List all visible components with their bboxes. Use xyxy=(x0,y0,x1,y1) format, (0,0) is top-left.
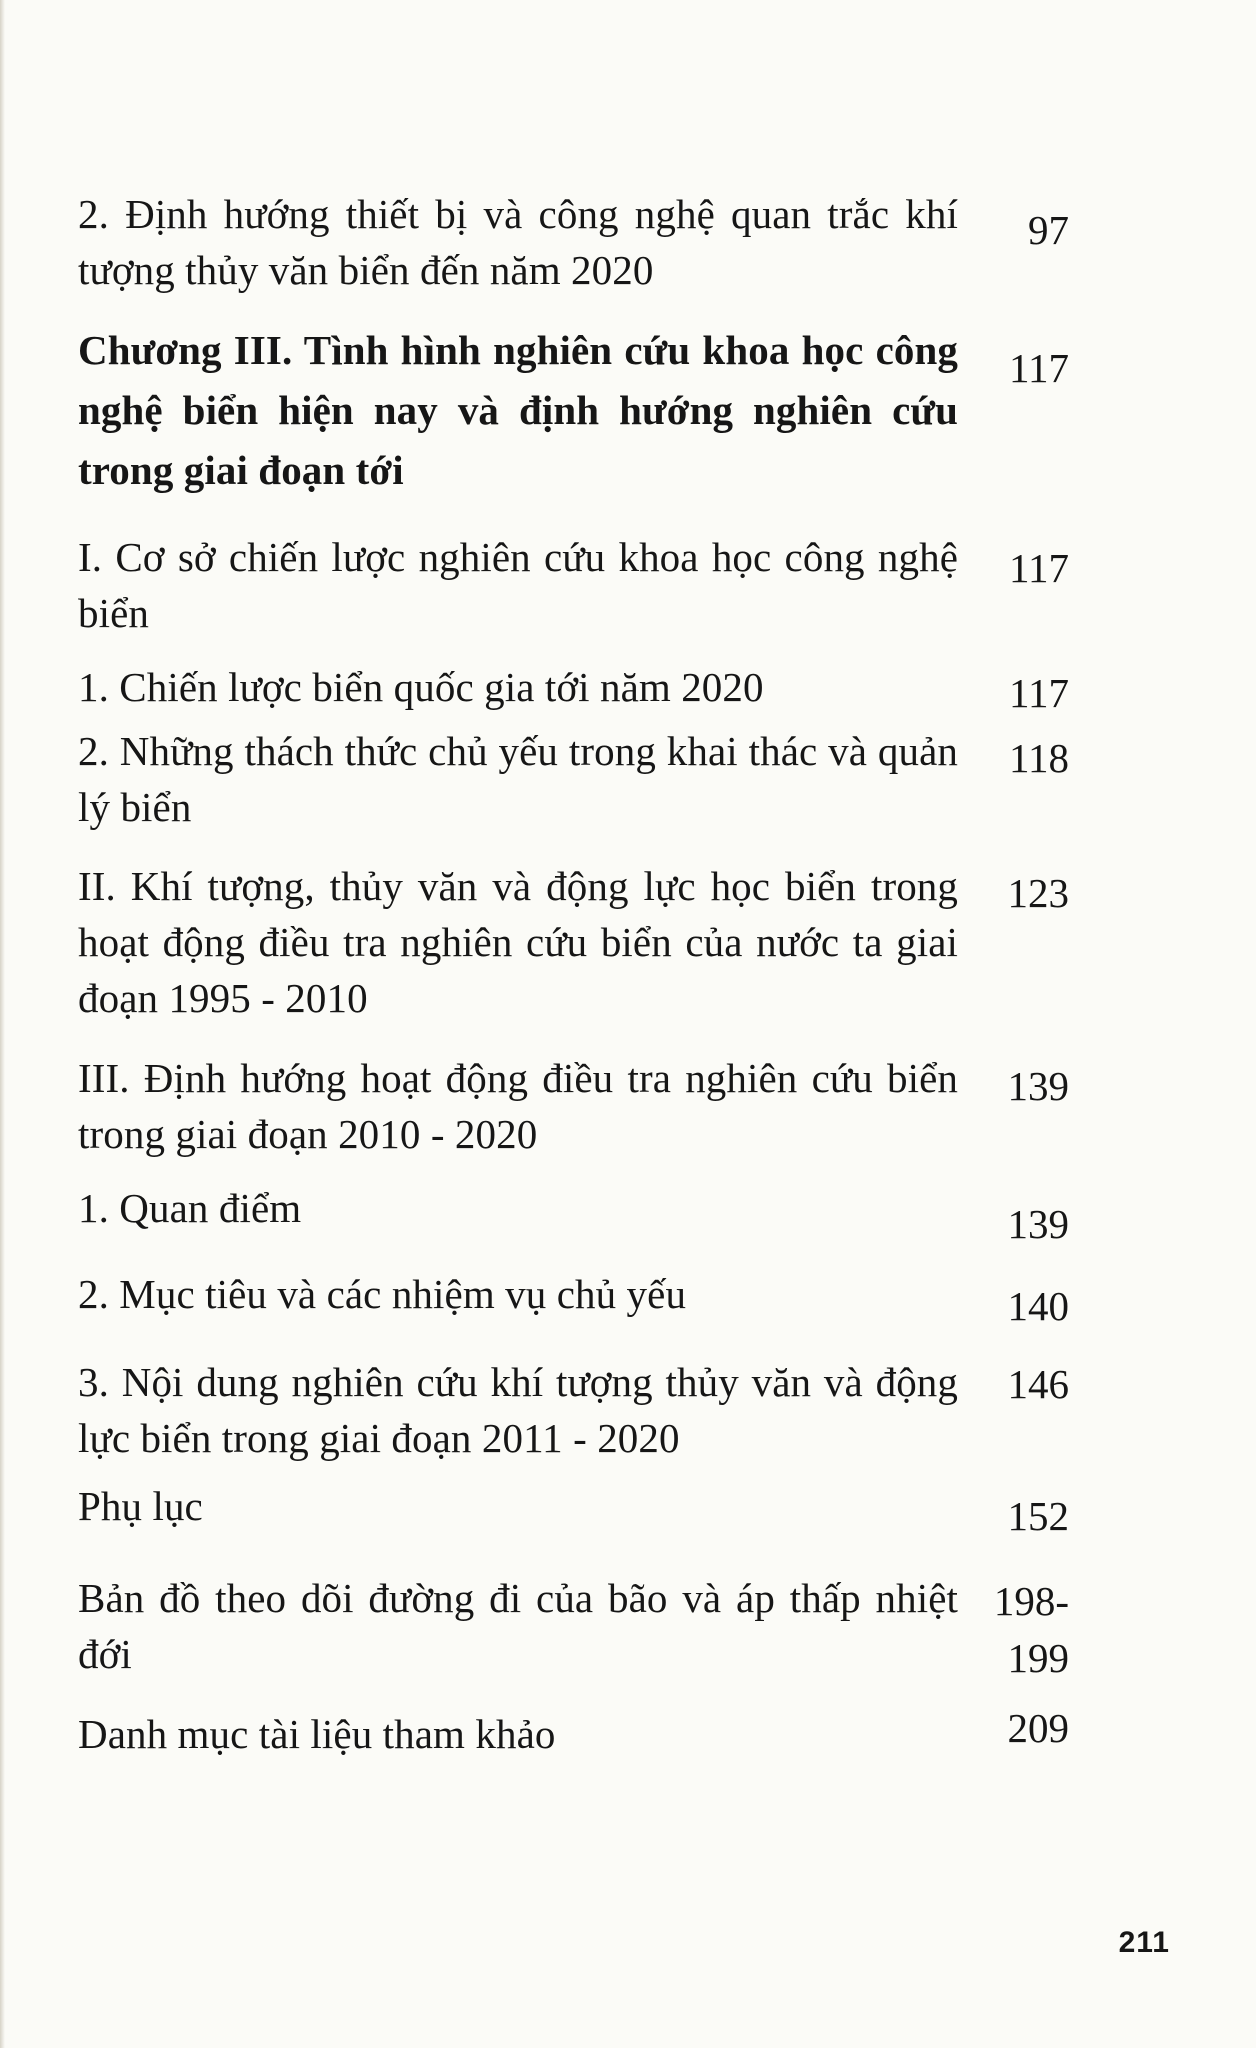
toc-entry xyxy=(78,1478,958,1534)
toc-entry xyxy=(78,1180,958,1236)
toc-entry-page: 117 xyxy=(1009,670,1069,716)
toc-entry xyxy=(78,659,958,715)
toc-entry-page: 140 xyxy=(1007,1283,1069,1329)
toc-entry xyxy=(78,186,958,298)
toc-entry-title: 2. Định hướng thiết bị và công nghệ quan trắc khí tượng thủy văn biển đến năm 2020 xyxy=(78,191,958,293)
toc-entry-page: 117 xyxy=(1009,345,1069,391)
toc-entry-page: 139 xyxy=(1007,1201,1069,1247)
toc-entry xyxy=(78,858,958,1026)
toc-entry-page: 146 xyxy=(1007,1361,1069,1407)
toc-entry-page: 139 xyxy=(1007,1063,1069,1109)
toc-entry xyxy=(78,1354,958,1466)
toc-entry-title: Phụ lục xyxy=(78,1483,203,1529)
toc-entry-title: 1. Chiến lược biển quốc gia tới năm 2020 xyxy=(78,664,764,710)
toc-entry-title: Bản đồ theo dõi đường đi của bão và áp thấp nhiệt đới xyxy=(78,1575,958,1677)
toc-entry-page: 152 xyxy=(1007,1493,1069,1539)
toc-entry-title: 2. Những thách thức chủ yếu trong khai thác và quản lý biển xyxy=(78,728,958,830)
toc-entry-title: 1. Quan điểm xyxy=(78,1185,302,1231)
toc-entry-title: 2. Mục tiêu và các nhiệm vụ chủ yếu xyxy=(78,1271,687,1317)
toc-entry xyxy=(78,529,958,641)
toc-entry-chapter xyxy=(78,320,958,500)
page-number: 211 xyxy=(1118,1926,1170,1959)
toc-entry xyxy=(78,1266,958,1322)
toc-entry-page: 97 xyxy=(1028,207,1069,253)
toc-entry xyxy=(78,1570,958,1682)
toc-entry-page-line-1: 198- xyxy=(993,1578,1069,1624)
toc-entry xyxy=(78,1050,958,1162)
toc-entry-page: 209 xyxy=(1007,1705,1069,1751)
toc-entry-title: 3. Nội dung nghiên cứu khí tượng thủy văn và động lực biển trong giai đoạn 2011 - 2020 xyxy=(78,1359,958,1461)
toc-entry-page: 118 xyxy=(1009,735,1069,781)
toc-entry xyxy=(78,1706,958,1762)
toc-entry-page-line-2: 199 xyxy=(1007,1635,1069,1681)
toc-entry-title: Chương III. Tình hình nghiên cứu khoa học công nghệ biển hiện nay và định hướng nghiên cứu trong giai đoạn tới xyxy=(78,327,958,493)
toc-entry-page: 123 xyxy=(1007,870,1069,916)
toc-entry-title: III. Định hướng hoạt động điều tra nghiên cứu biển trong giai đoạn 2010 - 2020 xyxy=(78,1055,958,1157)
toc-entry-title: Danh mục tài liệu tham khảo xyxy=(78,1711,556,1757)
toc-entry-title: II. Khí tượng, thủy văn và động lực học biển trong hoạt động điều tra nghiên cứu biển của nước ta giai đoạn 1995 - 2010 xyxy=(78,863,958,1021)
toc-entry-title: I. Cơ sở chiến lược nghiên cứu khoa học công nghệ biển xyxy=(78,534,958,636)
toc-entry-page: 117 xyxy=(1009,545,1069,591)
toc-entry xyxy=(78,723,958,835)
